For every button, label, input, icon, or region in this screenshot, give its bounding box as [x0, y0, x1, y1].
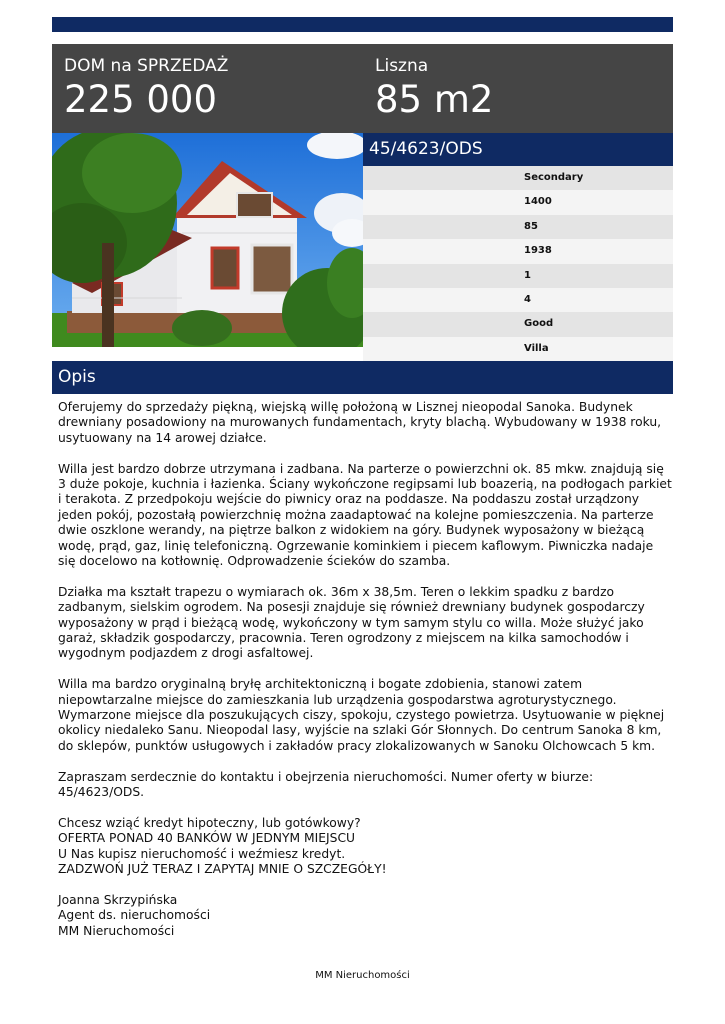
- agent-signature: Joanna Skrzypińska Agent ds. nieruchomości MM Nieruchomości: [58, 892, 211, 938]
- credit-offer-paragraph: Chcesz wziąć kredyt hipoteczny, lub gotówkowy? OFERTA PONAD 40 BANKÓW W JEDNYM MIEJSCU U Nas kupisz nieruchomość i weźmiesz kredyt. ZADZWOŃ JUŻ TERAZ I ZAPYTAJ MNIE O SZCZEGÓŁY!: [58, 815, 387, 877]
- param-building-type: Villa: [363, 337, 673, 361]
- top-accent-bar: [52, 17, 673, 32]
- description-paragraph: Zapraszam serdecznie do kontaktu i obejrzenia nieruchomości. Numer oferty w biurze: 45/4623/ODS.: [58, 769, 594, 800]
- description-paragraph: Willa ma bardzo oryginalną bryłę architektoniczną i bogate zdobienia, stanowi zatem niepowtarzalne miejsce do zamieszkania lub urządzenia gospodarstwa agroturystycznego. Wymarzone miejsce dla poszukujących ciszy, spokoju, czystego powietrza. Usytuowanie w pięknej okolicy niedaleko Sanu. Nieopodal lasy, wyjście na szlaki Gór Słonnych. Do centrum Sanoka 8 km, do sklepów, punktów usługowych i zakładów pracy zlokalizowanych w Sanoku Olchowcach 5 km.: [58, 677, 665, 753]
- param-floors: 1: [363, 264, 673, 288]
- area: 85 m2: [375, 78, 494, 121]
- location: Liszna: [375, 56, 429, 76]
- params-table: [363, 166, 673, 361]
- property-type-label: DOM na SPRZEDAŻ: [64, 56, 229, 76]
- description-body: [58, 400, 673, 955]
- description-paragraph: Willa jest bardzo dobrze utrzymana i zadbana. Na parterze o powierzchni ok. 85 mkw. znajdują się 3 duże pokoje, kuchnia i łazienka. Ściany wykończone regipsami lub boazerią, na podłogach parkiet i terakota. Z przedpokoju wejście do piwnicy oraz na poddasze. Na poddaszu został urządzony jeden pokój, pozostałą powierzchnię można zaadaptować na kolejne pomieszczenia. Na parterze dwie oszklone werandy, na piętrze balkon z widokiem na góry. Budynek wyposażony w bieżącą wodę, prąd, gaz, linię telefoniczną. Ogrzewanie kominkiem i piecem kaflowym. Piwniczka nadaje się docelowo na kotłownię. Odprowadzenie ścieków do szamba.: [58, 461, 672, 569]
- description-paragraph: Oferujemy do sprzedaży piękną, wiejską willę położoną w Lisznej nieopodal Sanoka. Budynek drewniany posadowiony na murowanych fundamentach, kryty blachą. Wybudowany w 1938 roku, usytuowany na 14 arowej działce.: [58, 400, 662, 445]
- param-year-built: 1938: [363, 239, 673, 263]
- param-plot-area: 1400: [363, 190, 673, 214]
- price: 225 000: [64, 78, 218, 121]
- param-condition: Good: [363, 312, 673, 336]
- description-paragraph: Działka ma kształt trapezu o wymiarach ok. 36m x 38,5m. Teren o lekkim spadku z bardzo zadbanym, sielskim ogrodem. Na posesji znajduje się również drewniany budynek gospodarczy wyposażony w prąd i bieżącą wodę, wykończony w tym samym stylu co willa. Może służyć jako garaż, składzik gospodarczy, pracownia. Teren ogrodzony z miejscem na kilka samochodów i wygodnym podjazdem z drogi asfaltowej.: [58, 584, 645, 661]
- param-living-area: 85: [363, 215, 673, 239]
- footer-text: MM Nieruchomości: [315, 970, 410, 981]
- header-left: [64, 56, 228, 122]
- property-photo: [52, 133, 363, 347]
- header-right: [375, 56, 493, 122]
- house-photo-illustration: [52, 133, 363, 347]
- param-market: Secondary: [363, 166, 673, 190]
- reference-number: 45/4623/ODS: [363, 133, 673, 166]
- listing-header: [52, 44, 673, 133]
- param-rooms: 4: [363, 288, 673, 312]
- description-heading: Opis: [52, 361, 673, 394]
